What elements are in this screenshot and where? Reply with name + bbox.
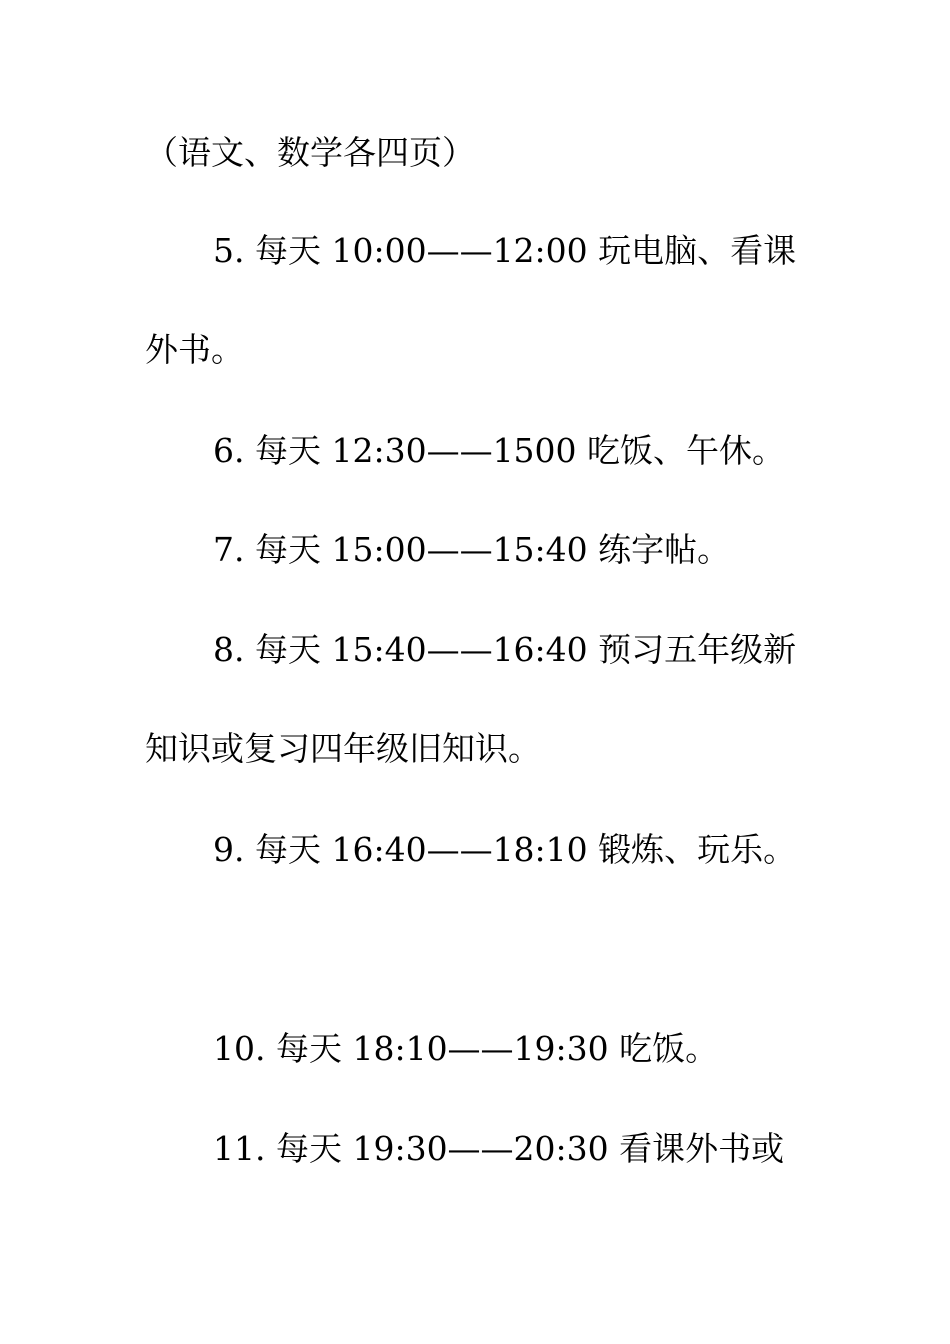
- text-line: 11. 每天 19:30——20:30 看课外书或: [213, 1129, 785, 1168]
- text-line: 10. 每天 18:10——19:30 吃饭。: [213, 1029, 719, 1068]
- text-line: 知识或复习四年级旧知识。: [145, 729, 541, 768]
- text-line: （语文、数学各四页）: [145, 133, 475, 172]
- text-line: 8. 每天 15:40——16:40 预习五年级新: [213, 630, 797, 669]
- text-line: 7. 每天 15:00——15:40 练字帖。: [213, 530, 731, 569]
- text-line: 6. 每天 12:30——1500 吃饭、午休。: [213, 431, 786, 470]
- text-line: 9. 每天 16:40——18:10 锻炼、玩乐。: [213, 830, 797, 869]
- text-line: 5. 每天 10:00——12:00 玩电脑、看课: [213, 231, 797, 270]
- text-line: 外书。: [145, 330, 244, 369]
